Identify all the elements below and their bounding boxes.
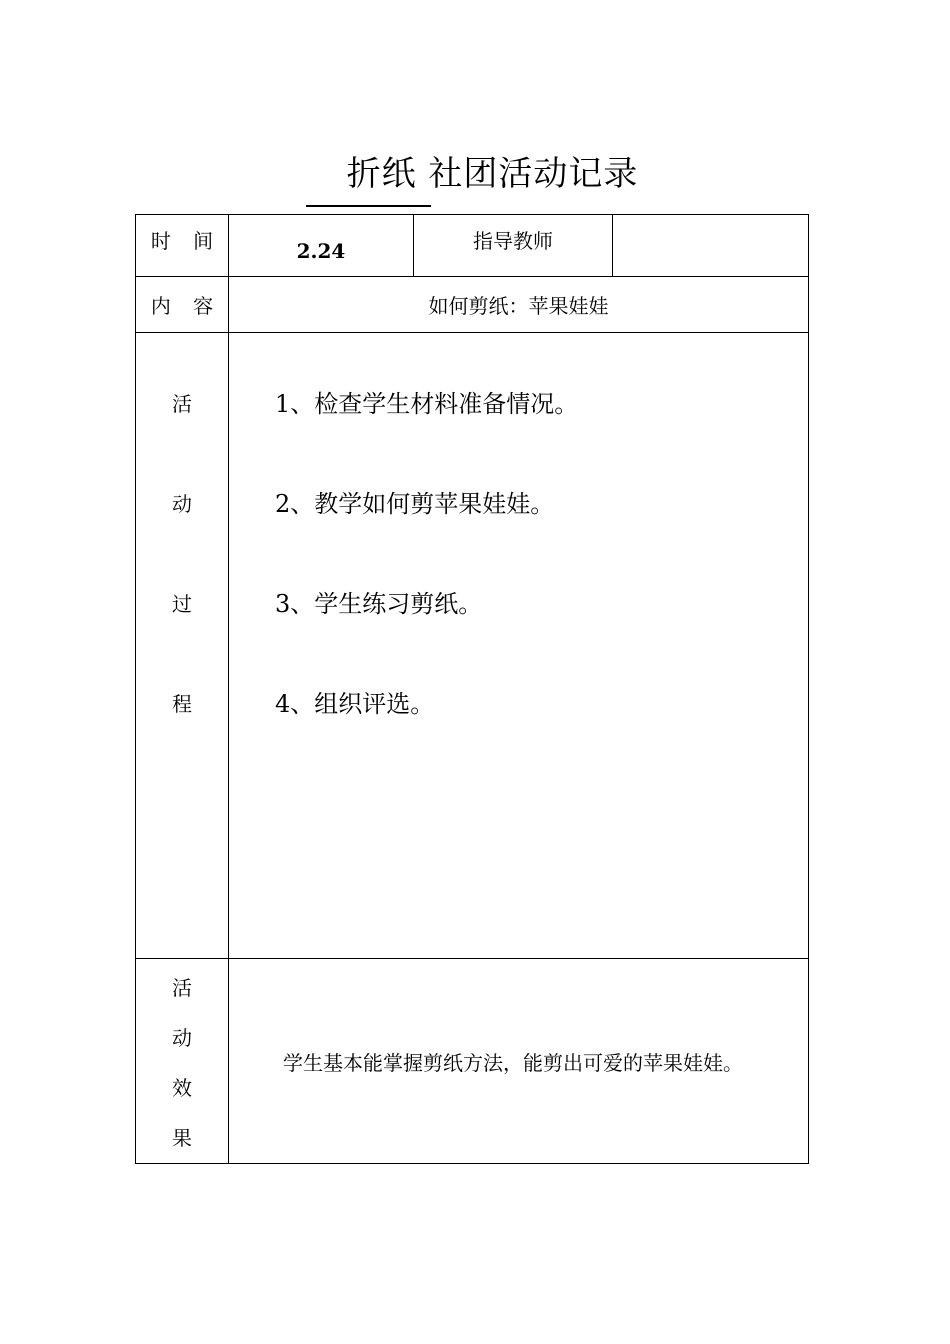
process-label-char: 活 xyxy=(172,392,192,416)
step-item: 1、检查学生材料准备情况。 xyxy=(275,390,579,418)
header-row xyxy=(136,215,809,277)
effect-label-char: 活 xyxy=(172,976,192,1000)
page-title: 折纸 社团活动记录 xyxy=(346,154,639,194)
effect-label-cell xyxy=(136,959,229,1164)
effect-label-char: 果 xyxy=(172,1126,192,1150)
process-label-char: 动 xyxy=(172,492,192,516)
effect-row xyxy=(136,959,809,1164)
time-label-cell xyxy=(136,215,229,277)
effect-label-char: 动 xyxy=(172,1026,192,1050)
process-label-char: 过 xyxy=(172,592,192,616)
process-steps-cell xyxy=(229,333,809,959)
effect-value: 学生基本能掌握剪纸方法，能剪出可爱的苹果娃娃。 xyxy=(229,959,809,1164)
content-value: 如何剪纸：苹果娃娃 xyxy=(229,277,809,333)
content-label-cell xyxy=(136,277,229,333)
title-underline xyxy=(306,205,431,207)
step-item: 2、教学如何剪苹果娃娃。 xyxy=(275,490,555,518)
effect-label-char: 效 xyxy=(172,1076,192,1100)
teacher-value xyxy=(613,215,809,277)
teacher-label: 指导教师 xyxy=(414,215,613,277)
content-label: 内 容 xyxy=(150,294,222,318)
process-row xyxy=(136,333,809,959)
date-value: 2.24 xyxy=(229,215,414,277)
process-label-char: 程 xyxy=(172,692,192,716)
process-label-cell xyxy=(136,333,229,959)
step-item: 4、组织评选。 xyxy=(275,690,435,718)
step-item: 3、学生练习剪纸。 xyxy=(275,590,483,618)
activity-record-table xyxy=(135,214,809,1164)
time-label: 时 间 xyxy=(150,229,222,253)
content-row xyxy=(136,277,809,333)
